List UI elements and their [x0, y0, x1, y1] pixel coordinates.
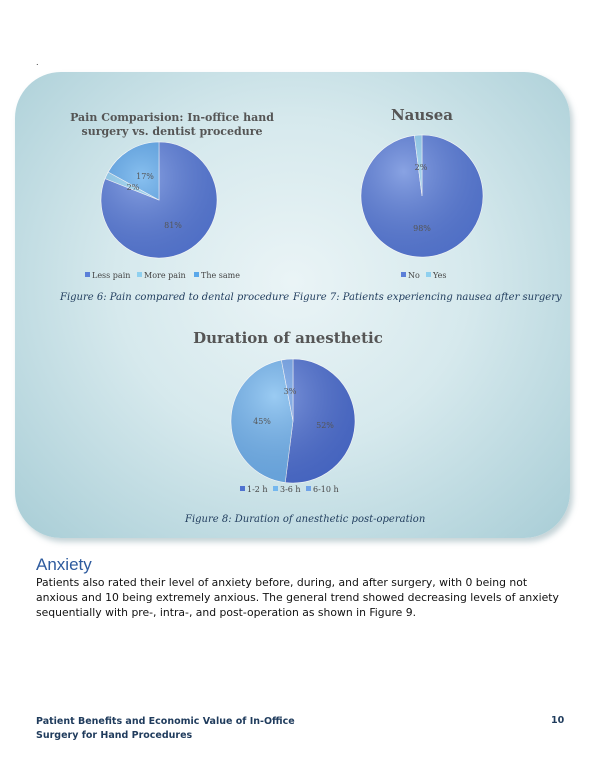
section-heading: Anxiety [36, 555, 92, 574]
nausea-chart-title: Nausea [390, 106, 454, 124]
stray-mark: . [36, 58, 39, 67]
nausea-legend [401, 271, 446, 280]
legend-swatch-3-6h [273, 486, 278, 491]
nausea-label-yes: 2% [414, 163, 428, 172]
legend-less: Less pain [92, 271, 131, 280]
legend-no: No [408, 271, 420, 280]
legend-swatch-more [137, 272, 142, 277]
legend-6-10h: 6-10 h [313, 485, 339, 494]
footer-title-line1: Patient Benefits and Economic Value of In-Office [36, 716, 295, 727]
duration-label-6-10h: 3% [283, 387, 297, 396]
duration-chart-title: Duration of anesthetic [193, 329, 383, 347]
pie-shading [231, 359, 355, 483]
footer-title [36, 715, 295, 743]
legend-swatch-no [401, 272, 406, 277]
pain-label-same: 17% [136, 172, 154, 181]
pain-legend [85, 271, 240, 280]
duration-label-3-6h: 45% [253, 417, 271, 426]
pain-label-less: 81% [164, 221, 182, 230]
legend-yes: Yes [433, 271, 447, 280]
footer-title-line2: Surgery for Hand Procedures [36, 730, 193, 741]
duration-legend [240, 485, 339, 494]
figure-8-caption: Figure 8: Duration of anesthetic post-operation [185, 514, 426, 525]
pain-chart-title-line2: surgery vs. dentist procedure [81, 125, 263, 138]
pain-label-more: 2% [126, 183, 140, 192]
pie-shading [101, 142, 217, 258]
pain-chart-slices [101, 142, 217, 258]
legend-swatch-6-10h [306, 486, 311, 491]
duration-chart [193, 329, 383, 494]
legend-swatch-1-2h [240, 486, 245, 491]
legend-same: The same [201, 271, 240, 280]
nausea-chart-slices [361, 135, 483, 257]
pain-chart [70, 111, 274, 280]
legend-more: More pain [144, 271, 186, 280]
pie-shading [361, 135, 483, 257]
legend-swatch-same [194, 272, 199, 277]
duration-label-1-2h: 52% [316, 421, 334, 430]
figure-7-caption: Figure 7: Patients experiencing nausea after surgery [293, 292, 562, 303]
legend-1-2h: 1-2 h [247, 485, 268, 494]
legend-3-6h: 3-6 h [280, 485, 301, 494]
body-paragraph: Patients also rated their level of anxiety before, during, and after surgery, with 0 being not anxious and 10 being extremely anxious. The general trend showed decreasing levels of anxiety sequentially with pre-, intra-, and post-operation as shown in Figure 9. [36, 576, 559, 619]
duration-chart-slices [231, 359, 355, 483]
legend-swatch-yes [426, 272, 431, 277]
figure-6-caption: Figure 6: Pain compared to dental procedure [60, 292, 290, 303]
page-number: 10 [551, 715, 565, 726]
legend-swatch-less [85, 272, 90, 277]
nausea-label-no: 98% [413, 224, 431, 233]
pain-chart-title-line1: Pain Comparision: In-office hand [70, 111, 274, 124]
nausea-chart [361, 106, 483, 280]
